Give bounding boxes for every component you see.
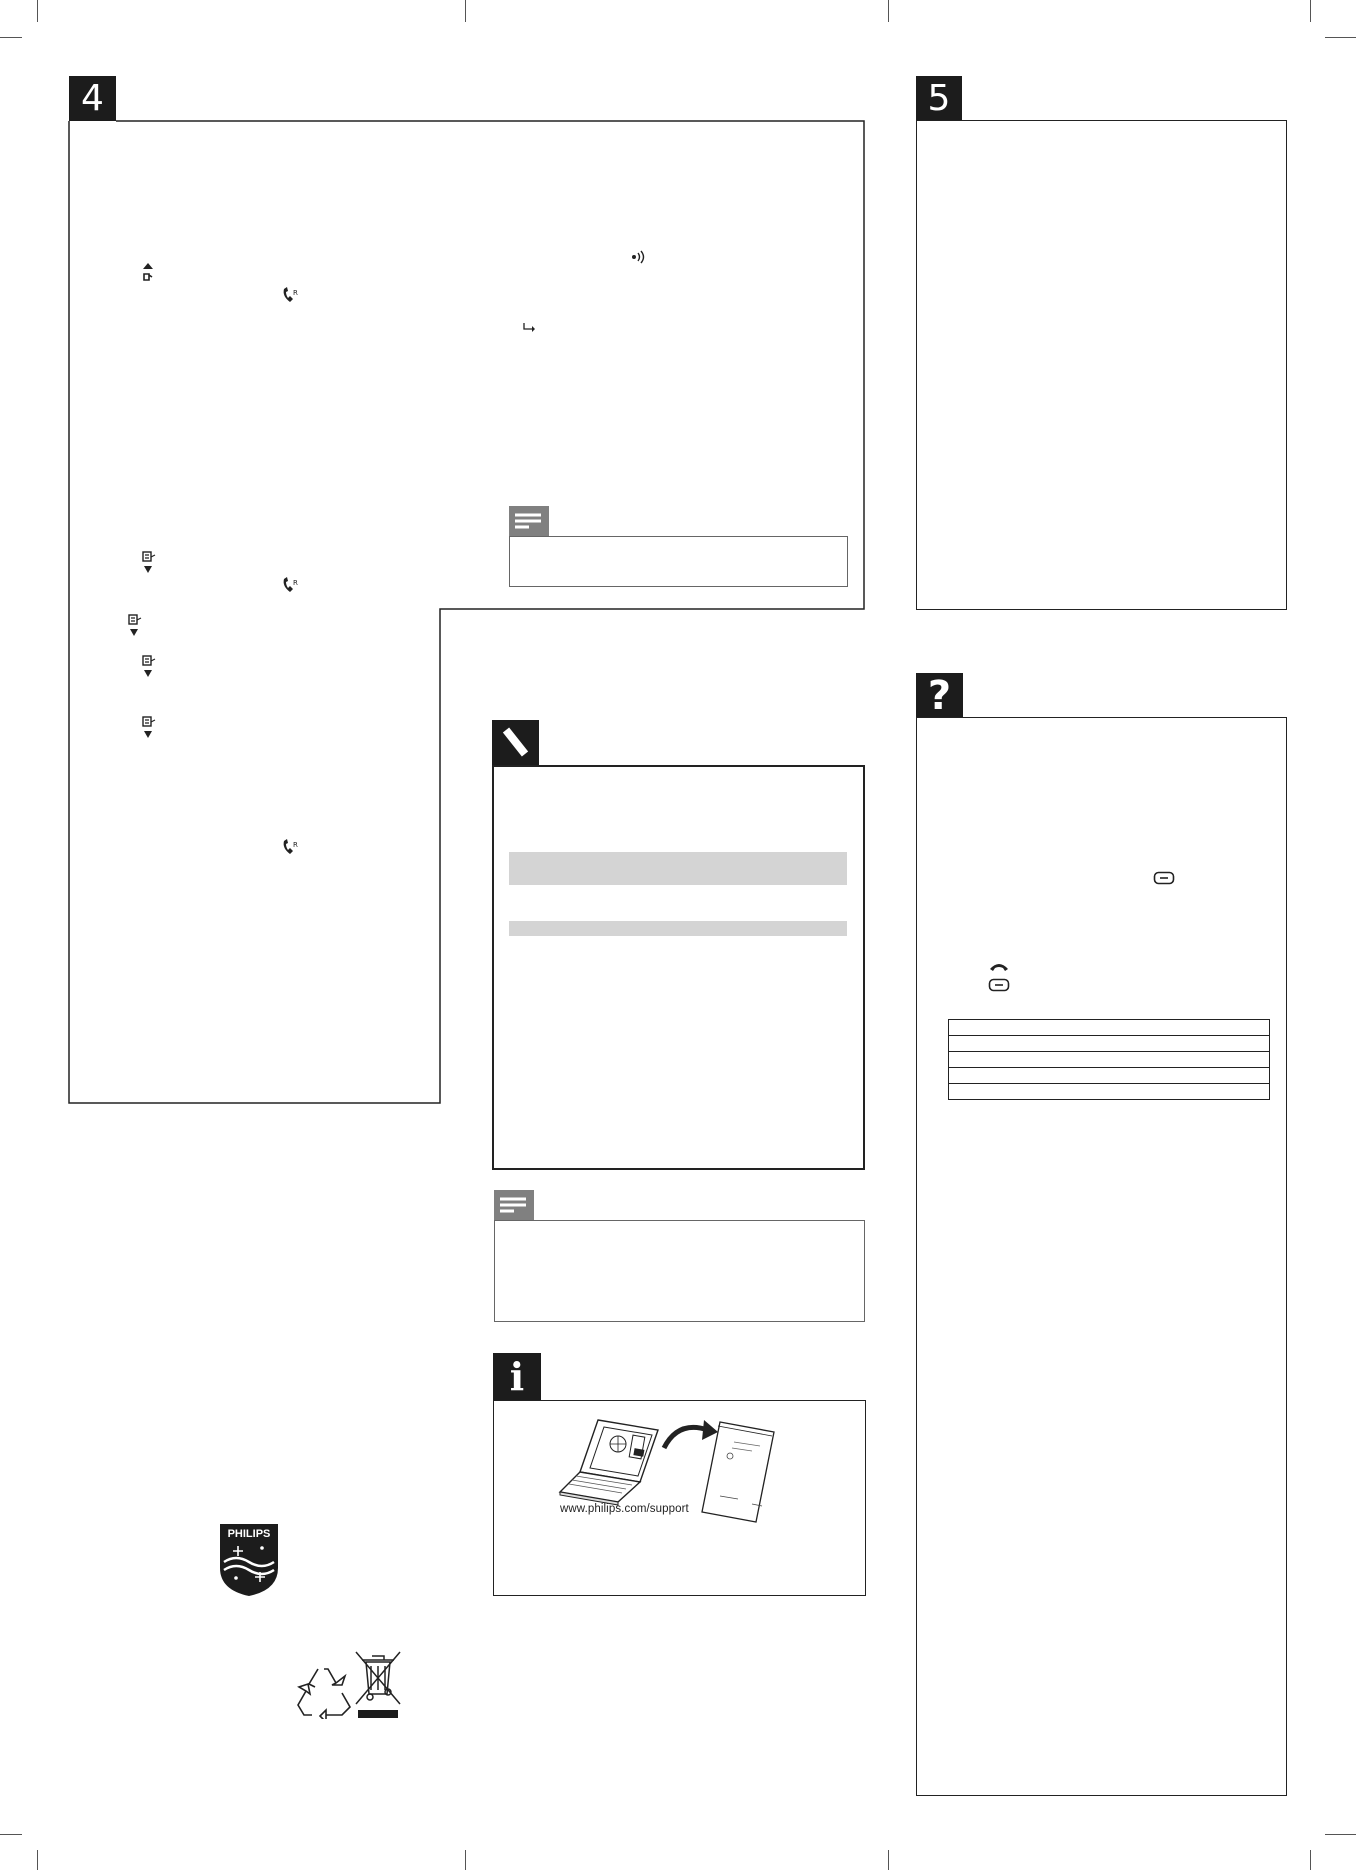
arrow-result-icon (522, 322, 536, 334)
soft-key-icon (988, 978, 1010, 992)
section-5-tab (916, 76, 962, 121)
crop-mark-top-left-h (0, 37, 22, 38)
troubleshooting-frame (916, 717, 1287, 1796)
troubleshooting-table (948, 1019, 1270, 1100)
crop-mark-top-mid1 (465, 0, 466, 22)
crop-mark-bottom-left-v (37, 1850, 38, 1870)
crop-mark-top-right-v (1310, 0, 1311, 22)
tip-pencil-icon (492, 720, 539, 766)
section-5-frame (916, 120, 1287, 610)
note-tab-2 (494, 1190, 534, 1220)
tip-panel-frame (492, 765, 865, 1170)
recall-icon (281, 838, 301, 858)
tip-tab (492, 720, 539, 766)
section-4-number: 4 (81, 78, 104, 119)
table-cell (949, 1052, 1270, 1068)
table-row (949, 1036, 1270, 1052)
scroll-up-down-icon (141, 262, 155, 286)
note-icon (494, 1190, 534, 1220)
table-cell (949, 1020, 1270, 1036)
signal-icon (630, 250, 646, 264)
soft-key-icon (1153, 871, 1175, 885)
philips-shield-logo (218, 1522, 280, 1598)
tip-highlight-bar-large (509, 852, 847, 885)
table-row (949, 1068, 1270, 1084)
svg-text:R: R (293, 841, 298, 849)
support-url[interactable]: www.philips.com/support (560, 1503, 689, 1515)
crop-mark-bottom-right-h (1325, 1834, 1356, 1835)
phonebook-scroll-icon (127, 614, 143, 638)
svg-text:R: R (293, 579, 298, 587)
phonebook-scroll-icon (141, 655, 157, 679)
crop-mark-bottom-mid1 (465, 1850, 466, 1870)
section-4-tab (69, 76, 116, 121)
crop-mark-bottom-left-h (0, 1834, 22, 1835)
phonebook-scroll-icon (141, 716, 157, 740)
crop-mark-top-left-v (37, 0, 38, 22)
table-cell (949, 1068, 1270, 1084)
crossed-bin-weee-icon (352, 1648, 404, 1718)
recycle-icon (296, 1663, 352, 1719)
question-icon: ? (927, 673, 952, 719)
crop-mark-top-mid2 (888, 0, 889, 22)
brand-name: PHILIPS (227, 1528, 271, 1540)
recall-icon (281, 286, 301, 306)
table-cell (949, 1084, 1270, 1100)
troubleshooting-tab (916, 673, 963, 718)
note-box-2 (494, 1220, 865, 1322)
tip-highlight-bar-small (509, 921, 847, 936)
crop-mark-bottom-mid2 (888, 1850, 889, 1870)
svg-text:R: R (293, 289, 298, 297)
info-icon: i (509, 1354, 525, 1399)
table-row (949, 1020, 1270, 1036)
table-cell (949, 1036, 1270, 1052)
crop-mark-top-right-h (1325, 37, 1356, 38)
recall-icon (281, 576, 301, 596)
table-row (949, 1084, 1270, 1100)
user-manual-illustration (698, 1418, 778, 1528)
note-icon (509, 506, 549, 536)
end-call-icon (988, 961, 1010, 973)
note-tab (509, 506, 549, 536)
phonebook-scroll-icon (141, 551, 157, 575)
crop-mark-bottom-right-v (1310, 1850, 1311, 1870)
section-5-number: 5 (927, 78, 951, 119)
note-box (509, 536, 848, 587)
info-tab (493, 1353, 541, 1401)
table-row (949, 1052, 1270, 1068)
